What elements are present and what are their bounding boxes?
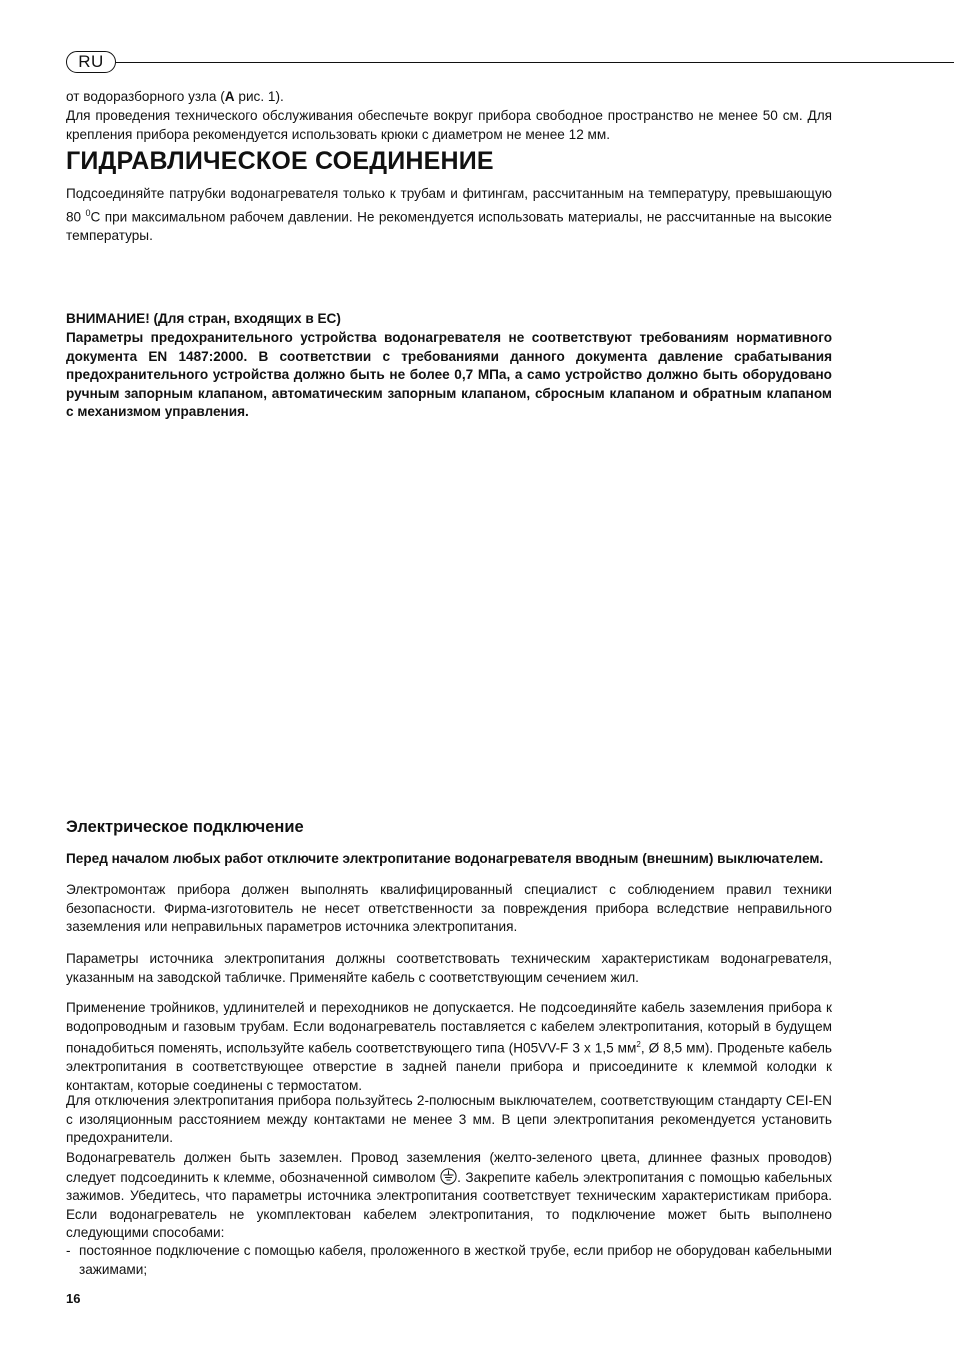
electrical-para-5 bbox=[66, 1149, 832, 1243]
electrical-para-4: Для отключения электропитания прибора пользуйтесь 2-полюсным выключателем, соответствующим стандарту CEI-EN с изоляционным расстоянием между контактами не менее 3 мм. В цепи электропитания рекомендуется установить предохранители. bbox=[66, 1093, 832, 1146]
list-item bbox=[66, 1242, 832, 1279]
electrical-title: Электрическое подключение bbox=[66, 818, 304, 836]
intro-line-prefix: от водоразборного узла ( bbox=[66, 89, 225, 104]
hydraulic-title: ГИДРАВЛИЧЕСКОЕ СОЕДИНЕНИЕ bbox=[66, 147, 494, 175]
warning-title: ВНИМАНИЕ! (Для стран, входящих в ЕС) bbox=[66, 311, 341, 326]
intro-line bbox=[66, 88, 832, 107]
degree-sup: 0 bbox=[85, 207, 91, 218]
para3-a: Применение тройников, удлинителей и переходников не допускается. Не подсоединяйте кабель заземления прибора к водопроводным и газовым трубам. Если водонагреватель поставляется с кабелем электропитания, который в будущем понадобиться поменять, используйте кабель соответствующего типа (H05VV-F 3 x 1,5 мм bbox=[66, 1000, 832, 1056]
electrical-para-3 bbox=[66, 999, 832, 1096]
intro-line-suffix: рис. 1). bbox=[234, 89, 284, 104]
electrical-para-2: Параметры источника электропитания должны соответствовать техническим характеристикам водонагревателя, указанным на заводской табличке. Применяйте кабель с соответствующим сечением жил. bbox=[66, 951, 832, 985]
hydraulic-paragraph bbox=[66, 185, 832, 245]
intro-line-bold: А bbox=[224, 89, 235, 104]
intro-paragraph: Для проведения технического обслуживания обеспечьте вокруг прибора свободное пространство не менее 50 см. Для крепления прибора рекомендуется использовать крюки с диаметром не менее 12 мм. bbox=[66, 108, 832, 142]
warning-text: Параметры предохранительного устройства водонагревателя не соответствуют требованиям нормативного документа EN 1487:2000. В соответствии с требованиями данного документа давление срабатывания предохранительного устройства должно быть не более 0,7 МПа, а само устройство должно быть оборудовано ручным запорным клапаном, автоматическим запорным клапаном, сбросным клапаном и обратным клапаном с механизмом управления. bbox=[66, 330, 832, 420]
list-item-text: постоянное подключение с помощью кабеля, проложенного в жесткой трубе, если прибор не оборудован кабельными зажимами; bbox=[79, 1243, 832, 1277]
hydraulic-para-a: Подсоединяйте патрубки водонагревателя только к трубам и фитингам, рассчитанным на температуру, превышающую 80 bbox=[66, 186, 832, 225]
electrical-notice: Перед началом любых работ отключите электропитание водонагревателя вводным (внешним) выключателем. bbox=[66, 851, 824, 866]
ground-symbol-icon bbox=[440, 1168, 457, 1185]
page-number: 16 bbox=[66, 1291, 81, 1306]
header-rule bbox=[116, 62, 954, 63]
electrical-para-1: Электромонтаж прибора должен выполнять квалифицированный специалист с соблюдением правил техники безопасности. Фирма-изготовитель не несет ответственности за повреждения прибора вследствие неправильного заземления или неправильных параметров источника электропитания. bbox=[66, 882, 832, 935]
para5-a: Водонагреватель должен быть заземлен. Провод заземления (желто-зеленого цвета, длиннее фазных проводов) следует подсоединить к клемме, обозначенной символом bbox=[66, 1150, 832, 1185]
language-badge: RU bbox=[66, 51, 116, 73]
para3-b: , Ø 8,5 мм). Проденьте кабель электропитания в соответствующее отверстие в задней панели прибора и присоедините к клеммой колодки к контактам, которые соединены с термостатом. bbox=[66, 1040, 833, 1093]
list-marker: - bbox=[66, 1243, 71, 1258]
mm2-sup: 2 bbox=[636, 1040, 641, 1050]
hydraulic-para-b: С при максимальном рабочем давлении. Не рекомендуется использовать материалы, не рассчитанные на высокие температуры. bbox=[66, 209, 832, 243]
para5-b: . Закрепите кабель электропитания с помощью кабельных зажимов. Убедитесь, что параметры источника электропитания соответствует техническим характеристикам прибора. Если водонагреватель не укомплектован кабелем электропитания, то подключение может быть выполнено следующими способами: bbox=[66, 1169, 833, 1241]
